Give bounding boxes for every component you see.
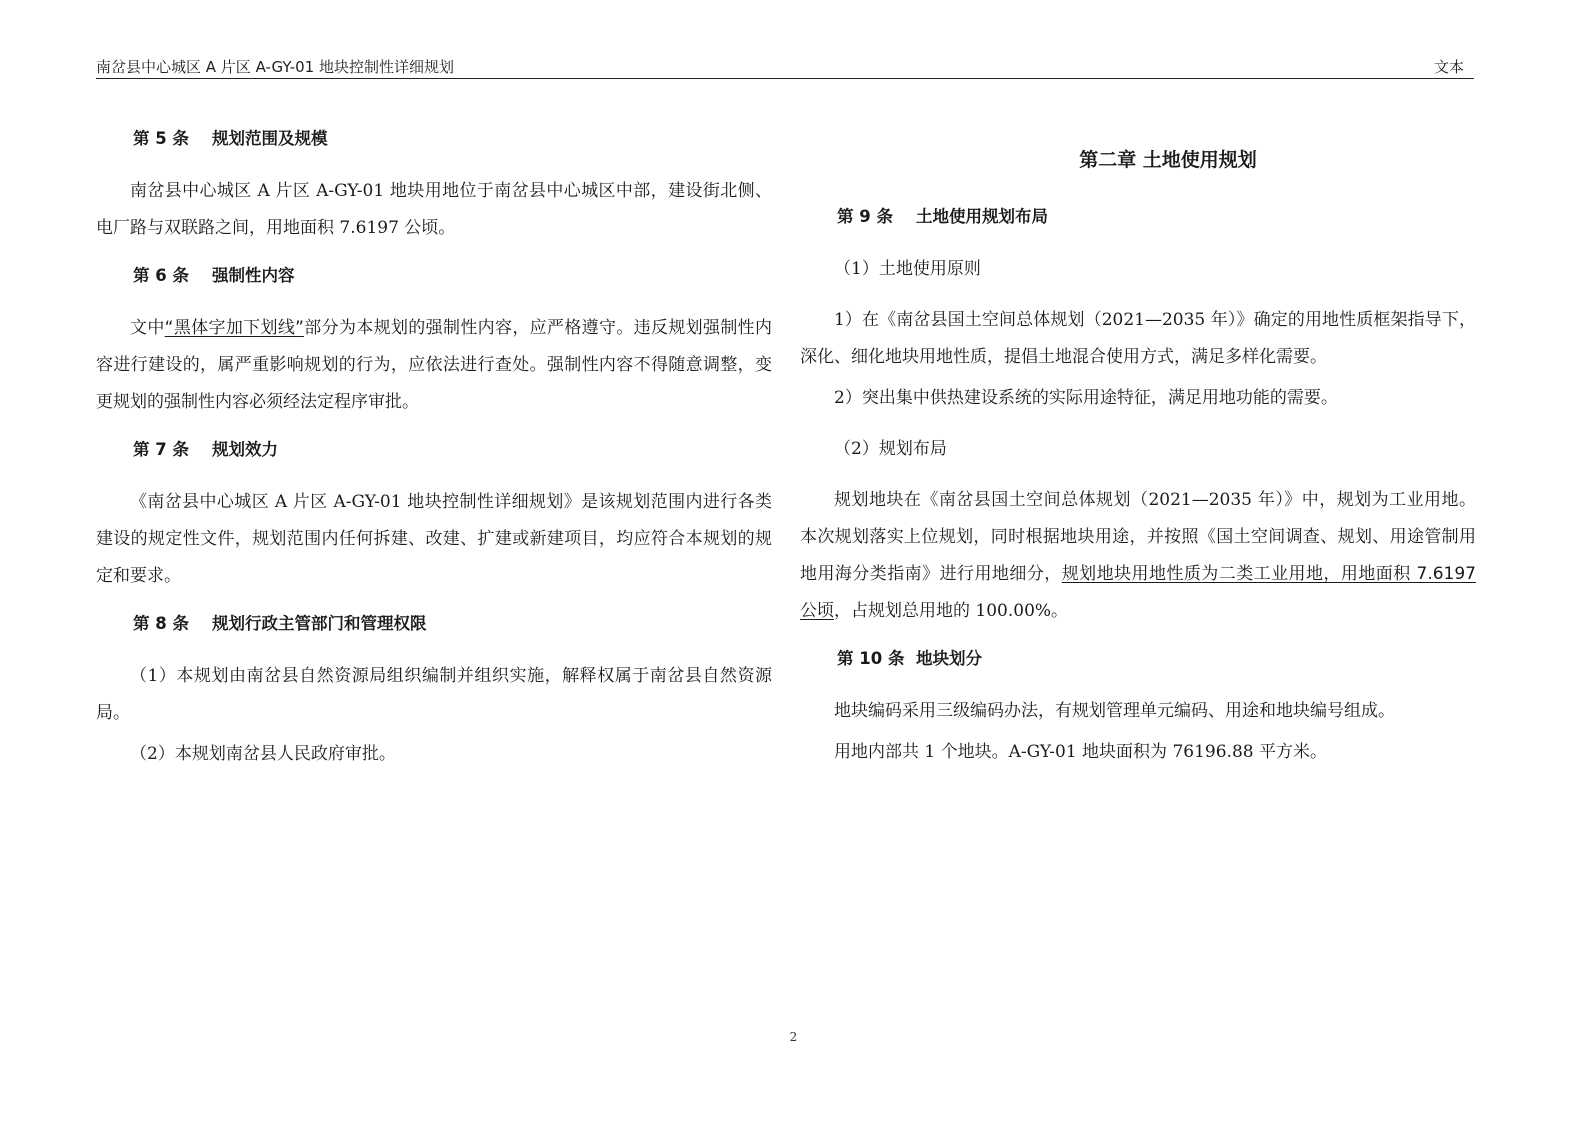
article-9-subheading-2: （2）规划布局 <box>834 439 947 459</box>
article-5-text: 南岔县中心城区 A 片区 A-GY-01 地块用地位于南岔县中心城区中部，建设街北侧、电厂路与双联路之间，用地面积 7.6197 公顷。 <box>96 181 772 238</box>
article-8-heading: 第 8 条 规划行政主管部门和管理权限 <box>133 614 427 633</box>
article-10-text-1: 地块编码采用三级编码办法，有规划管理单元编码、用途和地块编号组成。 <box>834 701 1395 721</box>
document-title: 南岔县中心城区 A 片区 A-GY-01 地块控制性详细规划 <box>96 58 454 76</box>
left-column <box>96 124 772 787</box>
article-9-principle-1: 1）在《南岔县国土空间总体规划（2021—2035 年）》确定的用地性质框架指导下，深化、细化地块用地性质，提倡土地混合使用方式，满足多样化需要。 <box>800 310 1476 367</box>
article-7-heading: 第 7 条 规划效力 <box>133 440 278 459</box>
mandatory-land-use-text: 规划地块用地性质为二类工业用地，用地面积 7.6197 公顷 <box>800 564 1477 621</box>
article-5-heading: 第 5 条 规划范围及规模 <box>133 129 328 148</box>
right-column <box>800 140 1476 785</box>
section-label: 文本 <box>1433 58 1464 76</box>
article-6-text-post: 部分为本规划的强制性内容，应严格遵守。违反规划强制性内容进行建设的，属严重影响规划的行为，应依法进行查处。强制性内容不得随意调整，变更规划的强制性内容必须经法定程序审批。 <box>96 318 772 412</box>
article-10-heading: 第 10 条 地块划分 <box>837 649 982 668</box>
article-9-layout-post: ，占规划总用地的 100.00%。 <box>834 601 1069 621</box>
article-6-text <box>96 310 772 421</box>
article-9-layout-pre: 规划地块在《南岔县国土空间总体规划（2021—2035 年）》中，规划为工业用地。本次规划落实上位规划，同时根据地块用途，并按照《国土空间调查、规划、用途管制用地用海分类指南》进行用地细分， <box>800 490 1476 584</box>
article-9-principle-2: 2）突出集中供热建设系统的实际用途特征，满足用地功能的需要。 <box>834 388 1338 408</box>
article-7-text: 《南岔县中心城区 A 片区 A-GY-01 地块控制性详细规划》是该规划范围内进行各类建设的规定性文件，规划范围内任何拆建、改建、扩建或新建项目，均应符合本规划的规定和要求。 <box>96 492 772 586</box>
article-8-item-2: （2）本规划南岔县人民政府审批。 <box>130 744 396 764</box>
page-number: 2 <box>789 1030 798 1044</box>
article-8-item-1: （1）本规划由南岔县自然资源局组织编制并组织实施，解释权属于南岔县自然资源局。 <box>96 666 772 723</box>
article-6-heading: 第 6 条 强制性内容 <box>133 266 295 285</box>
mandatory-text-marker: “黑体字加下划线” <box>164 318 304 338</box>
article-9-heading: 第 9 条 土地使用规划布局 <box>837 207 1048 226</box>
chapter-title: 第二章 土地使用规划 <box>1079 149 1257 171</box>
article-9-layout-text <box>800 482 1476 630</box>
article-10-text-2: 用地内部共 1 个地块。A-GY-01 地块面积为 76196.88 平方米。 <box>834 742 1327 762</box>
page-header <box>96 58 1474 79</box>
article-9-subheading-1: （1）土地使用原则 <box>834 259 981 279</box>
article-6-text-pre: 文中 <box>130 318 165 338</box>
